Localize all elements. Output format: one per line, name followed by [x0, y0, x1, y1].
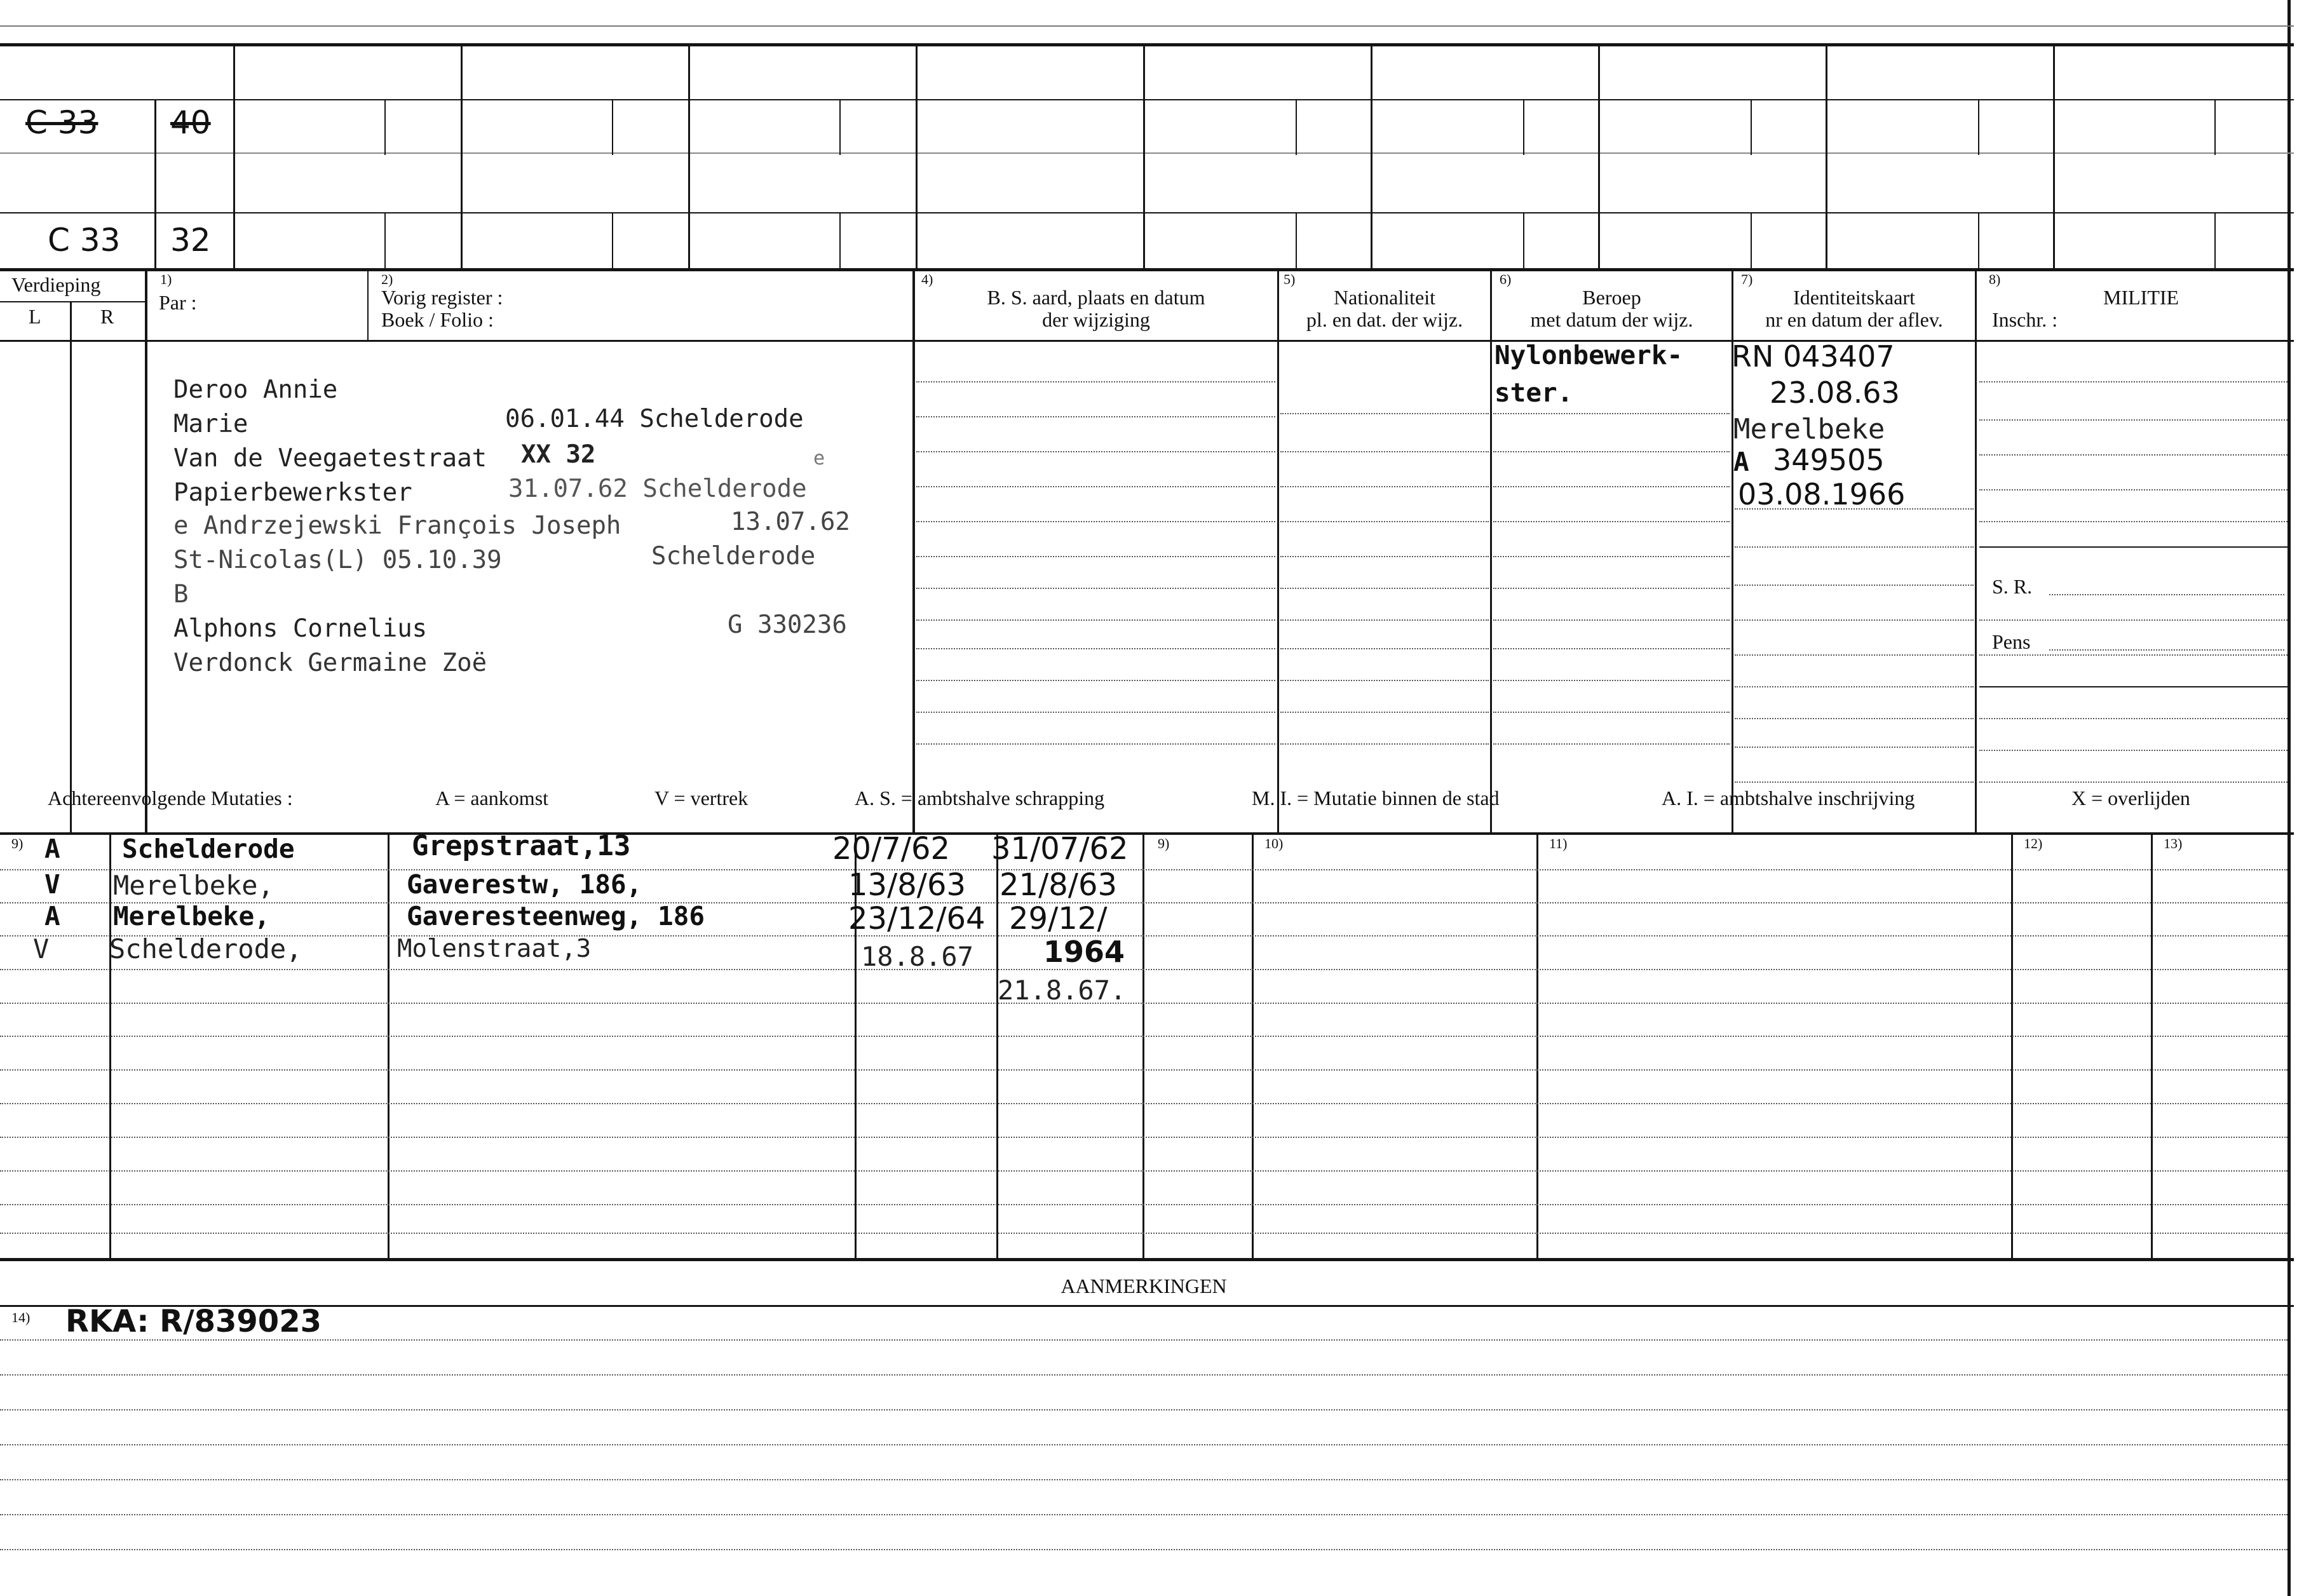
- person-spouse: e Andrzejewski François Joseph: [173, 511, 621, 540]
- col4-line2: der wijziging: [1042, 308, 1150, 331]
- mut-place: Merelbeke,: [113, 901, 270, 931]
- col2-boek: Boek / Folio :: [381, 308, 494, 331]
- person-spouse-date: 13.07.62: [731, 508, 850, 536]
- mut-date2: 1964: [1043, 935, 1125, 969]
- mut-type: V: [44, 869, 60, 900]
- header-num-2: 32: [170, 222, 211, 259]
- mut-street: Molenstraat,3: [397, 935, 592, 963]
- legend-a: A = aankomst: [435, 787, 549, 809]
- person-b: B: [173, 580, 189, 609]
- col6-line1: Beroep: [1582, 286, 1641, 309]
- col7-line1: Identiteitskaart: [1793, 286, 1915, 309]
- mut-num-9a: 9): [11, 835, 24, 851]
- mut-type: V: [33, 933, 50, 964]
- mut-num-12: 12): [2024, 835, 2043, 851]
- col7-line2: nr en datum der aflev.: [1765, 308, 1943, 331]
- militie-title: MILITIE: [2103, 286, 2179, 309]
- col4-line1: B. S. aard, plaats en datum: [987, 286, 1205, 309]
- mut-place: Schelderode,: [109, 933, 302, 964]
- col4-num: 4): [921, 271, 933, 287]
- person-firstname: Marie: [173, 410, 248, 438]
- mut-place: Merelbeke,: [113, 870, 274, 901]
- mut-date2: 21/8/63: [1000, 867, 1118, 903]
- person-street: Van de Veegaetestraat: [173, 444, 487, 473]
- header-code-1: C 33: [25, 104, 98, 141]
- person-mother: Verdonck Germaine Zoë: [173, 649, 487, 677]
- mut-num-13: 13): [2164, 835, 2183, 851]
- person-occupation-date: 31.07.62 Schelderode: [508, 475, 807, 503]
- header-num-1: 40: [170, 104, 211, 141]
- col2-vorig: Vorig register :: [381, 286, 503, 309]
- col2-num: 2): [381, 271, 393, 287]
- col7-num: 7): [1741, 271, 1753, 287]
- mut-place: Schelderode: [122, 834, 295, 864]
- col5-num: 5): [1284, 271, 1296, 287]
- person-code: G 330236: [728, 611, 847, 639]
- militie-inschr: Inschr. :: [1992, 308, 2058, 331]
- mut-type: A: [44, 834, 60, 864]
- id-card-date: 03.08.1966: [1738, 477, 1906, 511]
- mut-num-10: 10): [1264, 835, 1284, 851]
- id-card-number: 349505: [1773, 443, 1885, 477]
- person-birth: 06.01.44 Schelderode: [505, 405, 804, 433]
- header-code-2: C 33: [48, 222, 121, 259]
- legend-as: A. S. = ambtshalve schrapping: [855, 787, 1105, 809]
- mut-street: Gaverestw, 186,: [407, 869, 642, 900]
- mut-date1: 13/8/63: [848, 867, 966, 903]
- mut-type: A: [44, 901, 60, 931]
- aanmerkingen-title: AANMERKINGEN: [1061, 1275, 1227, 1297]
- person-spouse-birth: St-Nicolas(L) 05.10.39: [173, 546, 502, 574]
- mut-street: Grepstraat,13: [412, 830, 631, 862]
- mut-date2: 31/07/62: [991, 831, 1128, 867]
- mut-date1: 20/7/62: [832, 831, 951, 867]
- col8-num: 8): [1989, 271, 2001, 287]
- militie-pens: Pens: [1992, 630, 2031, 653]
- verdieping-r: R: [100, 305, 114, 328]
- id-place: Merelbeke: [1733, 413, 1885, 445]
- militie-sr: S. R.: [1992, 575, 2033, 598]
- id-number: RN 043407: [1732, 339, 1895, 374]
- mut-num-11: 11): [1549, 835, 1568, 851]
- beroep-line1: Nylonbewerk-: [1494, 340, 1683, 370]
- legend-mi: M. I. = Mutatie binnen de stad: [1252, 787, 1500, 809]
- person-occupation: Papierbewerkster: [173, 478, 412, 507]
- mut-street: Gaveresteenweg, 186: [407, 901, 705, 931]
- aanmerkingen-num: 14): [11, 1309, 30, 1325]
- legend-v: V = vertrek: [654, 787, 749, 809]
- aanmerkingen-text: RKA: R/839023: [65, 1304, 322, 1339]
- mut-date2: 29/12/: [1009, 901, 1108, 937]
- mut-date1: 18.8.67: [861, 941, 974, 972]
- person-father: Alphons Cornelius: [173, 614, 428, 643]
- verdieping-label: Verdieping: [11, 273, 101, 296]
- id-date: 23.08.63: [1770, 375, 1900, 410]
- person-name: Deroo Annie: [173, 375, 338, 404]
- person-spouse-place: Schelderode: [651, 542, 816, 571]
- col6-num: 6): [1500, 271, 1512, 287]
- legend-x: X = overlijden: [2071, 787, 2190, 809]
- mut-num-9b: 9): [1158, 835, 1170, 851]
- col5-line2: pl. en dat. der wijz.: [1306, 308, 1463, 331]
- mut-extra-date: 21.8.67.: [998, 975, 1127, 1006]
- mut-date1: 23/12/64: [848, 901, 986, 937]
- legend-label: Achtereenvolgende Mutaties :: [48, 787, 293, 809]
- col1-par: Par :: [159, 291, 197, 314]
- person-street-mark: e: [813, 447, 825, 470]
- legend-ai: A. I. = ambtshalve inschrijving: [1662, 787, 1915, 809]
- beroep-line2: ster.: [1494, 377, 1573, 408]
- col5-line1: Nationaliteit: [1334, 286, 1435, 309]
- col1-num: 1): [160, 271, 172, 287]
- person-street-num: XX 32: [521, 440, 596, 469]
- col6-line2: met datum der wijz.: [1530, 308, 1693, 331]
- verdieping-l: L: [29, 305, 41, 328]
- id-prefix: A: [1733, 447, 1749, 477]
